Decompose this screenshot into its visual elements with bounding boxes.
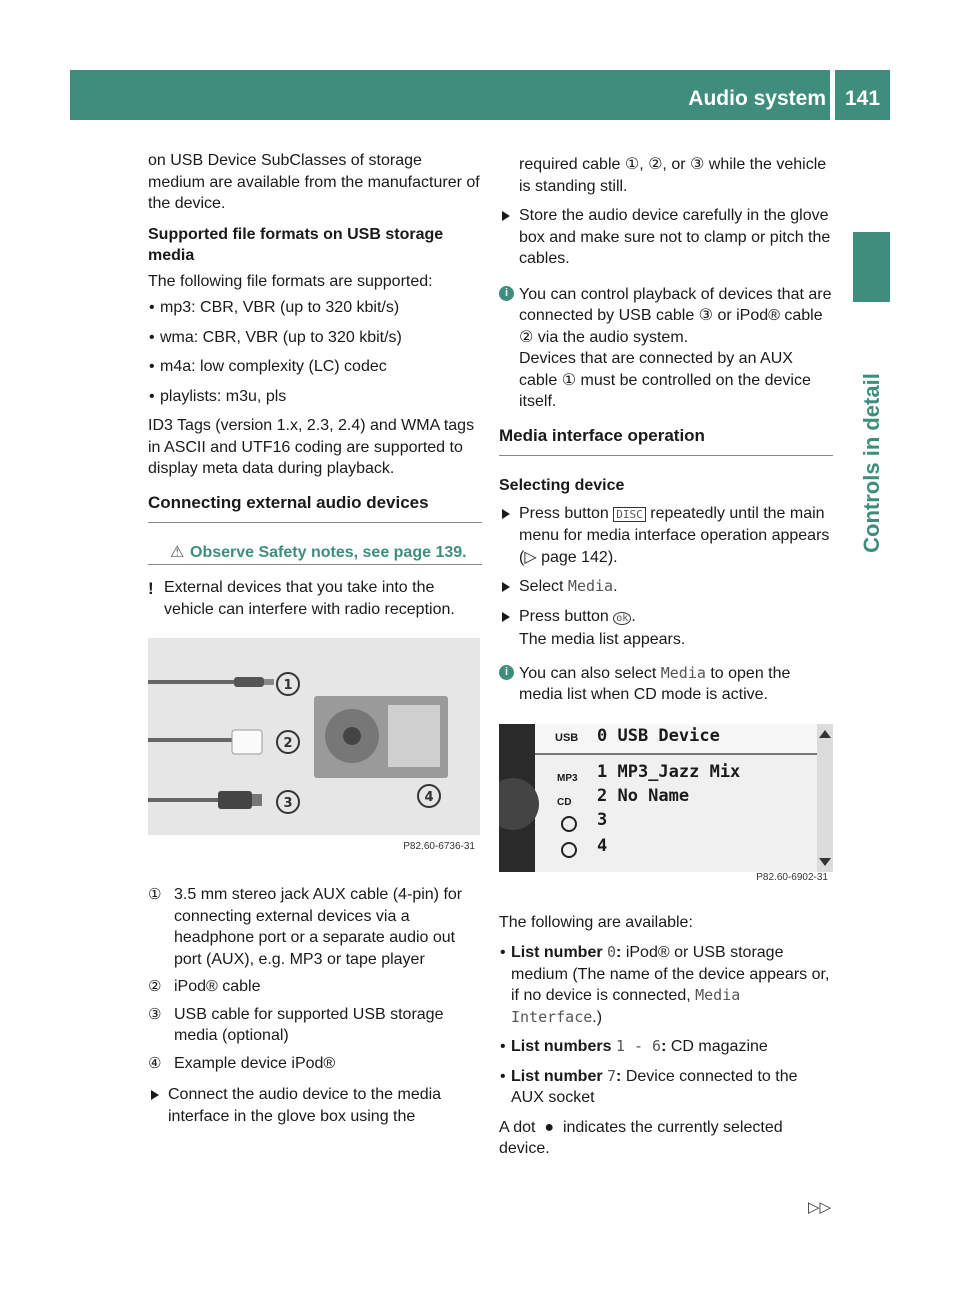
list-item: • mp3: CBR, VBR (up to 320 kbit/s) — [148, 297, 482, 319]
left-column — [148, 150, 482, 1135]
intro-paragraph: on USB Device SubClasses of storage medium are available from the manufacturer of the device. — [148, 152, 480, 212]
instruction-step-continued: required cable ①, ②, or ③ while the vehicle is standing still. — [519, 156, 827, 195]
legend-number: ④ — [148, 1054, 162, 1072]
exclamation-icon: ! — [148, 579, 154, 598]
list-item: • List number 0: iPod® or USB storage medium (The name of the device appears or, if no device is connected, Media Interface.) — [499, 942, 833, 1028]
subheading-selecting: Selecting device — [499, 477, 625, 494]
media-list-screenshot — [499, 724, 833, 892]
instruction-step: Press button ok . The media list appears. — [499, 606, 833, 651]
list-item: • m4a: low complexity (LC) codec — [148, 356, 482, 378]
list-item: • playlists: m3u, pls — [148, 386, 482, 408]
formats-intro: The following file formats are supported: — [148, 272, 433, 290]
list-item: • List numbers 1 - 6: CD magazine — [499, 1036, 833, 1058]
usb-icon: USB — [555, 731, 579, 744]
svg-text:3: 3 — [283, 796, 293, 811]
selected-dot-icon: ● — [539, 1118, 559, 1136]
section-heading-connecting: Connecting external audio devices — [148, 492, 482, 524]
list-item[interactable]: 3 — [597, 809, 608, 830]
radio-unselected-icon — [561, 816, 577, 832]
right-column — [499, 150, 833, 1169]
list-item: • List number 7: Device connected to the AUX socket — [499, 1066, 833, 1109]
list-item: • wma: CBR, VBR (up to 320 kbit/s) — [148, 327, 482, 349]
legend-number: ② — [148, 978, 162, 995]
dot-explanation: A dot ● indicates the currently selected device. — [499, 1118, 783, 1157]
continue-arrows: ▷▷ — [808, 1199, 832, 1216]
side-section-label: Controls in detail — [859, 373, 884, 553]
instruction-step: Select Media. — [499, 576, 833, 598]
mp3-icon: MP3 — [557, 772, 578, 784]
side-tab — [853, 232, 890, 302]
id3-paragraph: ID3 Tags (version 1.x, 2.3, 2.4) and WMA tags in ASCII and UTF16 coding are supported to display meta data during playback. — [148, 417, 475, 477]
warning-triangle-icon: ⚠ — [170, 544, 185, 561]
list-item[interactable]: 4 — [597, 835, 608, 856]
list-item[interactable]: 2 No Name — [597, 785, 690, 806]
available-intro: The following are available: — [499, 913, 693, 931]
legend-item: ② iPod® cable — [148, 976, 482, 998]
instruction-step: Store the audio device carefully in the glove box and make sure not to clamp or pitch the cables. — [499, 205, 833, 270]
cd-icon: CD — [557, 796, 572, 808]
svg-text:1: 1 — [283, 678, 293, 693]
info-icon: i — [499, 286, 514, 301]
cables-illustration — [148, 638, 480, 860]
figure-id: P82.60-6902-31 — [756, 872, 828, 883]
info-note: i You can also select Media to open the media list when CD mode is active. — [499, 663, 833, 706]
screen-title: 0 USB Device — [597, 725, 720, 746]
legend-item: ④ Example device iPod® — [148, 1053, 482, 1075]
instruction-step: Press button DISC repeatedly until the main menu for media interface operation appears (▷ page 142). — [499, 503, 833, 569]
info-note: i You can control playback of devices that are connected by USB cable ③ or iPod® cable ② via the audio system. Devices that are connected by an AUX cable ① must be controlled on the device itself. — [499, 284, 833, 413]
figure-id: P82.60-6736-31 — [403, 840, 475, 852]
list-item[interactable]: 1 MP3_Jazz Mix — [597, 761, 741, 782]
instruction-step: Connect the audio device to the media interface in the glove box using the — [148, 1084, 482, 1127]
cables-figure — [148, 638, 480, 860]
disc-key-icon: DISC — [613, 507, 646, 522]
svg-text:2: 2 — [283, 736, 293, 751]
formats-heading: Supported file formats on USB storage media — [148, 225, 444, 264]
svg-text:4: 4 — [424, 790, 434, 805]
legend-number: ③ — [148, 1005, 162, 1023]
ok-key-icon: ok — [613, 612, 631, 625]
caution-note: ! External devices that you take into the vehicle can interfere with radio reception. — [148, 579, 455, 618]
legend-number: ① — [148, 886, 162, 903]
radio-unselected-icon — [561, 842, 577, 858]
info-icon: i — [499, 665, 514, 680]
chapter-title: Audio system — [688, 87, 826, 110]
section-heading-media: Media interface operation — [499, 425, 833, 457]
page-number: 141 — [835, 70, 890, 120]
legend-item: ③ USB cable for supported USB storage media (optional) — [148, 1005, 444, 1044]
warning-note: ⚠ Observe Safety notes, see page 139. — [148, 542, 482, 565]
legend-item: ① 3.5 mm stereo jack AUX cable (4-pin) for connecting external devices via a headphone port or a separate audio out port (AUX), e.g. MP3 or tape player — [148, 886, 463, 968]
